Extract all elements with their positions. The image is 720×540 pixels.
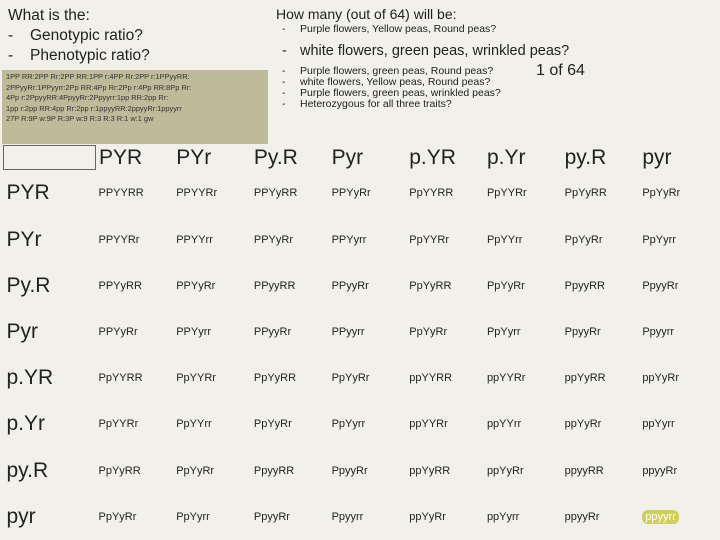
genotype-cell: PPYYRR: [98, 187, 144, 200]
punnett-row: [4, 217, 718, 263]
question-item: - Purple flowers, green peas, Round peas?: [282, 65, 494, 77]
punnett-square: [3, 145, 717, 540]
punnett-row: [4, 448, 718, 494]
genotype-cell: PpYyrr: [642, 233, 676, 246]
genotype-cell: PpYyRR: [98, 464, 141, 477]
genotype-cell: ppYYRr: [486, 372, 526, 385]
column-header-gamete: p.YR: [409, 145, 456, 169]
column-header-gamete: py.R: [564, 145, 607, 169]
genotype-cell: PpYyRr: [564, 233, 603, 246]
genotype-cell: PpYYrr: [486, 233, 523, 246]
punnett-row: [4, 309, 718, 355]
column-header-gamete: p.Yr: [486, 145, 526, 169]
genotype-cell: PPYYRr: [98, 233, 140, 246]
genotype-cell: PPYYRr: [176, 187, 218, 200]
genotype-cell: PpYyrr: [176, 510, 210, 523]
genotype-cell: PpYyRr: [253, 418, 292, 431]
ratio-line: 1PP RR:2PP Rr:2PP RR:1PP r:4PP Rr:2PP r:1PPyyRR:: [6, 72, 190, 81]
genotype-cell: PPyyRr: [331, 279, 369, 292]
row-header-gamete: p.YR: [6, 366, 54, 390]
genotype-cell: PpyyRR: [564, 279, 605, 292]
genotype-cell: PpYyrr: [486, 326, 521, 339]
ratio-line: 2PPyyRr:1PPyyrr:2Pp RR:4Pp Rr:2Pp r:4Pp RR:8Pp Rr:: [6, 82, 192, 92]
row-header-gamete: Pyr: [6, 320, 38, 344]
genotype-cell: ppYYRr: [409, 418, 448, 431]
question-item: - Purple flowers, Yellow peas, Round peas?: [282, 23, 497, 35]
genotype-cell: PpyyRr: [253, 510, 290, 523]
genotype-cell: ppYyRr: [564, 418, 602, 431]
left-question-genotypic: - Genotypic ratio?: [8, 27, 143, 44]
genotype-cell: ppYYrr: [486, 418, 522, 431]
question-item: - Purple flowers, green peas, wrinkled peas?: [282, 87, 501, 99]
row-header-gamete: py.R: [6, 458, 49, 482]
genotype-cell: PpyyRr: [564, 326, 601, 339]
question-item: - white flowers, green peas, wrinkled peas?: [282, 43, 570, 59]
genotype-cell: ppYyRr: [486, 464, 524, 477]
genotype-cell: Ppyyrr: [331, 510, 364, 523]
genotype-cell: PpYYRR: [409, 187, 454, 200]
genotype-cell: PpyyRR: [253, 464, 295, 477]
genotypic-ratio-box: [2, 70, 268, 144]
genotype-cell: PpyyRr: [331, 464, 368, 477]
genotype-cell: ppyyRr: [642, 464, 678, 477]
row-header-gamete: pyr: [6, 504, 36, 528]
genotype-cell: ppyyRR: [564, 464, 604, 477]
punnett-row: [4, 170, 718, 217]
genotype-cell: ppYyRR: [564, 372, 606, 385]
genotype-cell: PpYyRR: [409, 279, 452, 292]
genotype-cell: PPYyRR: [253, 187, 298, 200]
genotype-cell: ppYyrr: [486, 510, 520, 523]
row-header-gamete: Py.R: [6, 273, 51, 297]
row-header-gamete: PYr: [6, 227, 42, 251]
punnett-row: [4, 401, 718, 447]
genotype-cell: PPYyRr: [331, 187, 371, 200]
punnett-corner-cell: [4, 146, 96, 170]
genotype-cell: PpYYrr: [176, 418, 212, 431]
genotype-cell: PPyyRr: [253, 326, 292, 339]
column-header-gamete: Pyr: [331, 145, 364, 169]
left-question-phenotypic: - Phenotypic ratio?: [8, 47, 150, 64]
ratio-line: 1pp r:2pp RR:4pp Rr:2pp r:1ppyyRR:2ppyyRr:1ppyyrr: [6, 103, 182, 113]
genotype-cell: PPYyRR: [98, 279, 142, 292]
right-questions-title: How many (out of 64) will be:: [276, 6, 457, 22]
genotype-cell: PpYyRr: [486, 279, 525, 292]
genotype-cell: PpyyRr: [642, 279, 679, 292]
punnett-row: [4, 355, 718, 401]
genotype-cell: PPyyRR: [253, 279, 296, 292]
ratio-line: 4Pp r:2PpyyRR:4PpyyRr:2Ppyyrr:1pp RR:2pp Rr:: [6, 93, 169, 102]
genotype-cell: Ppyyrr: [642, 326, 675, 339]
punnett-row: [4, 263, 718, 309]
column-header-gamete: Py.R: [253, 145, 298, 169]
punnett-table: [3, 145, 717, 540]
genotype-cell: PpYyRr: [642, 187, 681, 200]
genotype-cell: ppYyRR: [409, 464, 451, 477]
genotype-cell: PpYYRr: [409, 233, 449, 246]
genotype-cell: ppYyRr: [642, 372, 679, 385]
genotype-cell: ppYYRR: [409, 372, 453, 385]
column-header-gamete: pyr: [642, 145, 672, 169]
question-item: - Heterozygous for all three traits?: [282, 98, 452, 110]
genotype-cell: PPYyRr: [253, 233, 293, 246]
left-questions: [8, 6, 150, 66]
row-header-gamete: p.Yr: [6, 412, 46, 436]
ratio-line: 27P R:9P w:9P R:3P w:9 R:3 R:3 R:1 w:1 gw: [6, 114, 154, 123]
genotype-cell: PpYyRR: [253, 372, 297, 385]
genotype-cell: PPYyrr: [331, 233, 367, 246]
genotype-cell: PpYyrr: [331, 418, 366, 431]
left-questions-title: What is the:: [8, 7, 90, 24]
punnett-header-row: [4, 146, 718, 170]
row-header-gamete: PYR: [6, 181, 50, 205]
column-header-gamete: PYR: [99, 145, 143, 169]
highlighted-genotype: ppyyrr: [642, 510, 679, 524]
punnett-row: [4, 494, 718, 540]
genotype-cell: PpYYRR: [98, 372, 143, 385]
genotype-cell: PpYyRr: [331, 372, 370, 385]
genotype-cell: PpYYRr: [176, 372, 216, 385]
genotype-cell: PpYyRr: [176, 464, 215, 477]
genotype-cell: ppyyRr: [564, 510, 600, 523]
genotype-cell: PpYyRR: [564, 187, 607, 200]
genotype-cell: [639, 494, 717, 540]
genotype-cell: ppYyRr: [409, 510, 446, 523]
question-item: - white flowers, Yellow peas, Round peas?: [282, 76, 491, 88]
genotype-cell: ppYyrr: [642, 418, 675, 431]
genotype-cell: PpYyRr: [98, 510, 137, 523]
genotype-cell: PPyyrr: [331, 326, 365, 339]
genotype-cell: PpYYRr: [98, 418, 139, 431]
answer-text: 1 of 64: [536, 62, 585, 79]
genotype-cell: PPYyrr: [176, 326, 212, 339]
column-header-gamete: PYr: [176, 145, 212, 169]
genotype-cell: PPYYrr: [176, 233, 213, 246]
genotype-cell: PPYyRr: [98, 326, 138, 339]
genotype-cell: PpYYRr: [486, 187, 527, 200]
genotype-cell: PPYyRr: [176, 279, 216, 292]
genotype-cell: PpYyRr: [409, 326, 448, 339]
